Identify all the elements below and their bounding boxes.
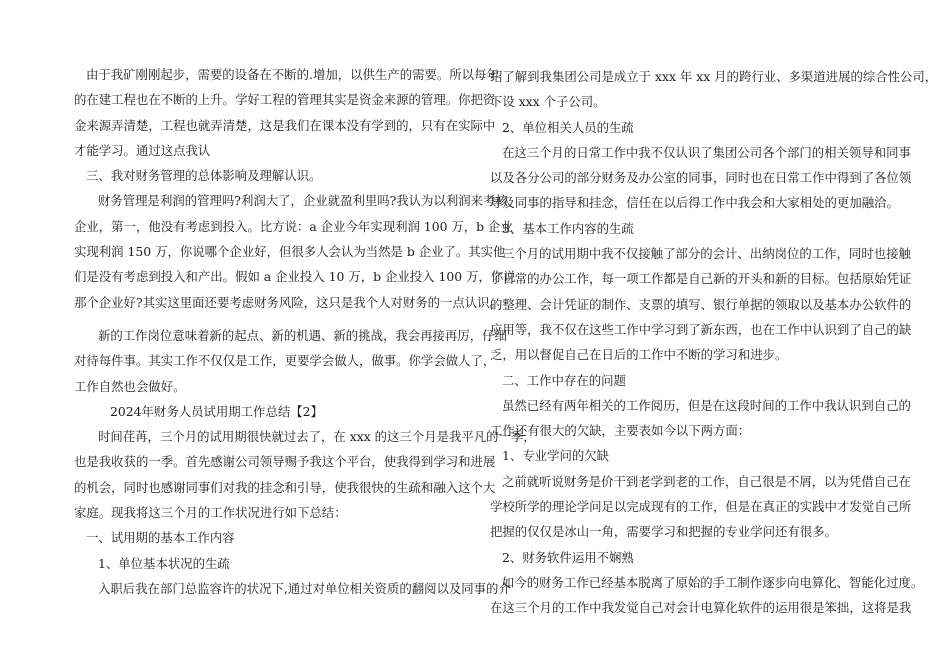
paragraph-gap	[74, 315, 466, 323]
subsection-heading: 1、单位基本状况的生疏	[98, 555, 230, 571]
paragraph-line: 以及各分公司的部分财务及办公室的同事，同时也在日常工作中得到了各位领	[490, 170, 912, 186]
paragraph-line: 财务管理是利润的管理吗?利润大了，企业就盈利里吗?我认为以利润来考核	[98, 193, 508, 209]
paragraph-line: 了日常的办公工作，每一项工作都是自己新的开头和新的目标。包括原始凭证	[490, 271, 912, 287]
paragraph-line: 工作还有很大的欠缺，主要表如今以下两方面：	[490, 423, 751, 439]
paragraph-line: 下设 xxx 个子公司。	[490, 94, 606, 110]
paragraph-line: 才能学习。通过这点我认	[74, 142, 211, 158]
paragraph-line: 应用等，我不仅在这些工作中学习到了新东西，也在工作中认识到了自己的缺	[490, 321, 912, 337]
section-heading-1: 一、试用期的基本工作内容	[86, 530, 235, 546]
article-title: 2024年财务人员试用期工作总结【2】	[110, 403, 323, 419]
paragraph-line: 工作自然也会做好。	[74, 378, 186, 394]
paragraph-line: 之前就听说财务是价干到老学到老的工作，自己很是不屑，以为凭借自己在	[502, 473, 911, 489]
paragraph-line: 学校所学的理论学问足以完成现有的工作，但是在真正的实践中才发觉自己所	[490, 499, 912, 515]
paragraph-line: 的机会，同时也感谢同事们对我的挂念和引导，使我很快的生疏和融入这个大	[74, 479, 496, 495]
paragraph-line: 的在建工程也在不断的上升。学好工程的管理其实是资金来源的管理。你把资	[74, 92, 496, 108]
paragraph-line: 时间荏苒，三个月的试用期很快就过去了，在 xxx 的这三个月是我平凡的一季，	[98, 429, 536, 445]
left-column	[74, 62, 536, 601]
right-column	[490, 64, 938, 621]
subsection-heading: 3、基本工作内容的生疏	[502, 220, 634, 236]
paragraph-line: 在这三个月的工作中我发觉自己对会计电算化软件的运用很是笨拙，这将是我	[490, 600, 912, 616]
paragraph-line: 乏，用以督促自己在日后的工作中不断的学习和进步。	[490, 347, 788, 363]
paragraph-line: 由于我矿刚刚起步，需要的设备在不断的.增加，以供生产的需要。所以每年	[86, 67, 499, 82]
paragraph-line: 们是没有考虑到投入和产出。假如 a 企业投入 10 万，b 企业投入 100 万，你说	[74, 269, 516, 285]
paragraph-line: 虽然已经有两年相关的工作阅历，但是在这段时间的工作中我认识到自己的	[502, 397, 911, 413]
paragraph-line: 的整理、会计凭证的制作、支票的填写、银行单据的领取以及基本办公软件的	[490, 296, 912, 312]
paragraph-line: 入职后我在部门总监容许的状况下,通过对单位相关资质的翻阅以及同事的介	[98, 580, 511, 596]
paragraph-line: 实现利润 150 万，你说哪个企业好，但很多人会认为当然是 b 企业了。其实他	[74, 244, 506, 260]
subsection-heading: 2、单位相关人员的生疏	[502, 119, 634, 135]
paragraph-line: 金来源弄清楚，工程也就弄清楚，这是我们在课本没有学到的，只有在实际中	[74, 117, 496, 133]
paragraph-line: 如今的财务工作已经基本脱离了原始的手工制作逐步向电算化、智能化过度。	[502, 574, 924, 590]
paragraph-line: 也是我收获的一季。首先感谢公司领导赐予我这个平台，使我得到学习和进展	[74, 454, 496, 470]
paragraph-line: 在这三个月的日常工作中我不仅认识了集团公司各个部门的相关领导和同事	[502, 144, 911, 160]
subsection-heading: 2、财务软件运用不娴熟	[502, 549, 634, 565]
paragraph-line: 那个企业好?其实这里面还要考虑财务风险，这只是我个人对财务的一点认识。	[74, 294, 502, 310]
paragraph-line: 企业，第一，他没有考虑到投入。比方说：a 企业今年实现利润 100 万，b 企业	[74, 218, 513, 234]
paragraph-line: 三个月的试用期中我不仅接触了部分的会计、出纳岗位的工作，同时也接触	[502, 246, 911, 262]
paragraph-line: 新的工作岗位意味着新的起点、新的机遇、新的挑战，我会再接再厉，仔细	[98, 327, 507, 343]
subsection-heading: 1、专业学问的欠缺	[502, 448, 610, 464]
paragraph-line: 把握的仅仅是冰山一角，需要学习和把握的专业学问还有很多。	[490, 524, 837, 540]
paragraph-line: 导及同事的指导和挂念，信任在以后得工作中我会和大家相处的更加融洽。	[490, 195, 899, 211]
paragraph-line: 对待每件事。其实工作不仅仅是工作，更要学会做人，做事。你学会做人了，	[74, 353, 496, 369]
paragraph-line: 绍了解到我集团公司是成立于 xxx 年 xx 月的跨行业、多渠道进展的综合性公司，	[490, 69, 938, 84]
paragraph-line: 家庭。现我将这三个月的工作状况进行如下总结：	[74, 505, 347, 521]
section-heading-2: 二、工作中存在的问题	[502, 372, 626, 388]
section-heading-3: 三、我对财务管理的总体影响及理解认识。	[86, 168, 322, 184]
